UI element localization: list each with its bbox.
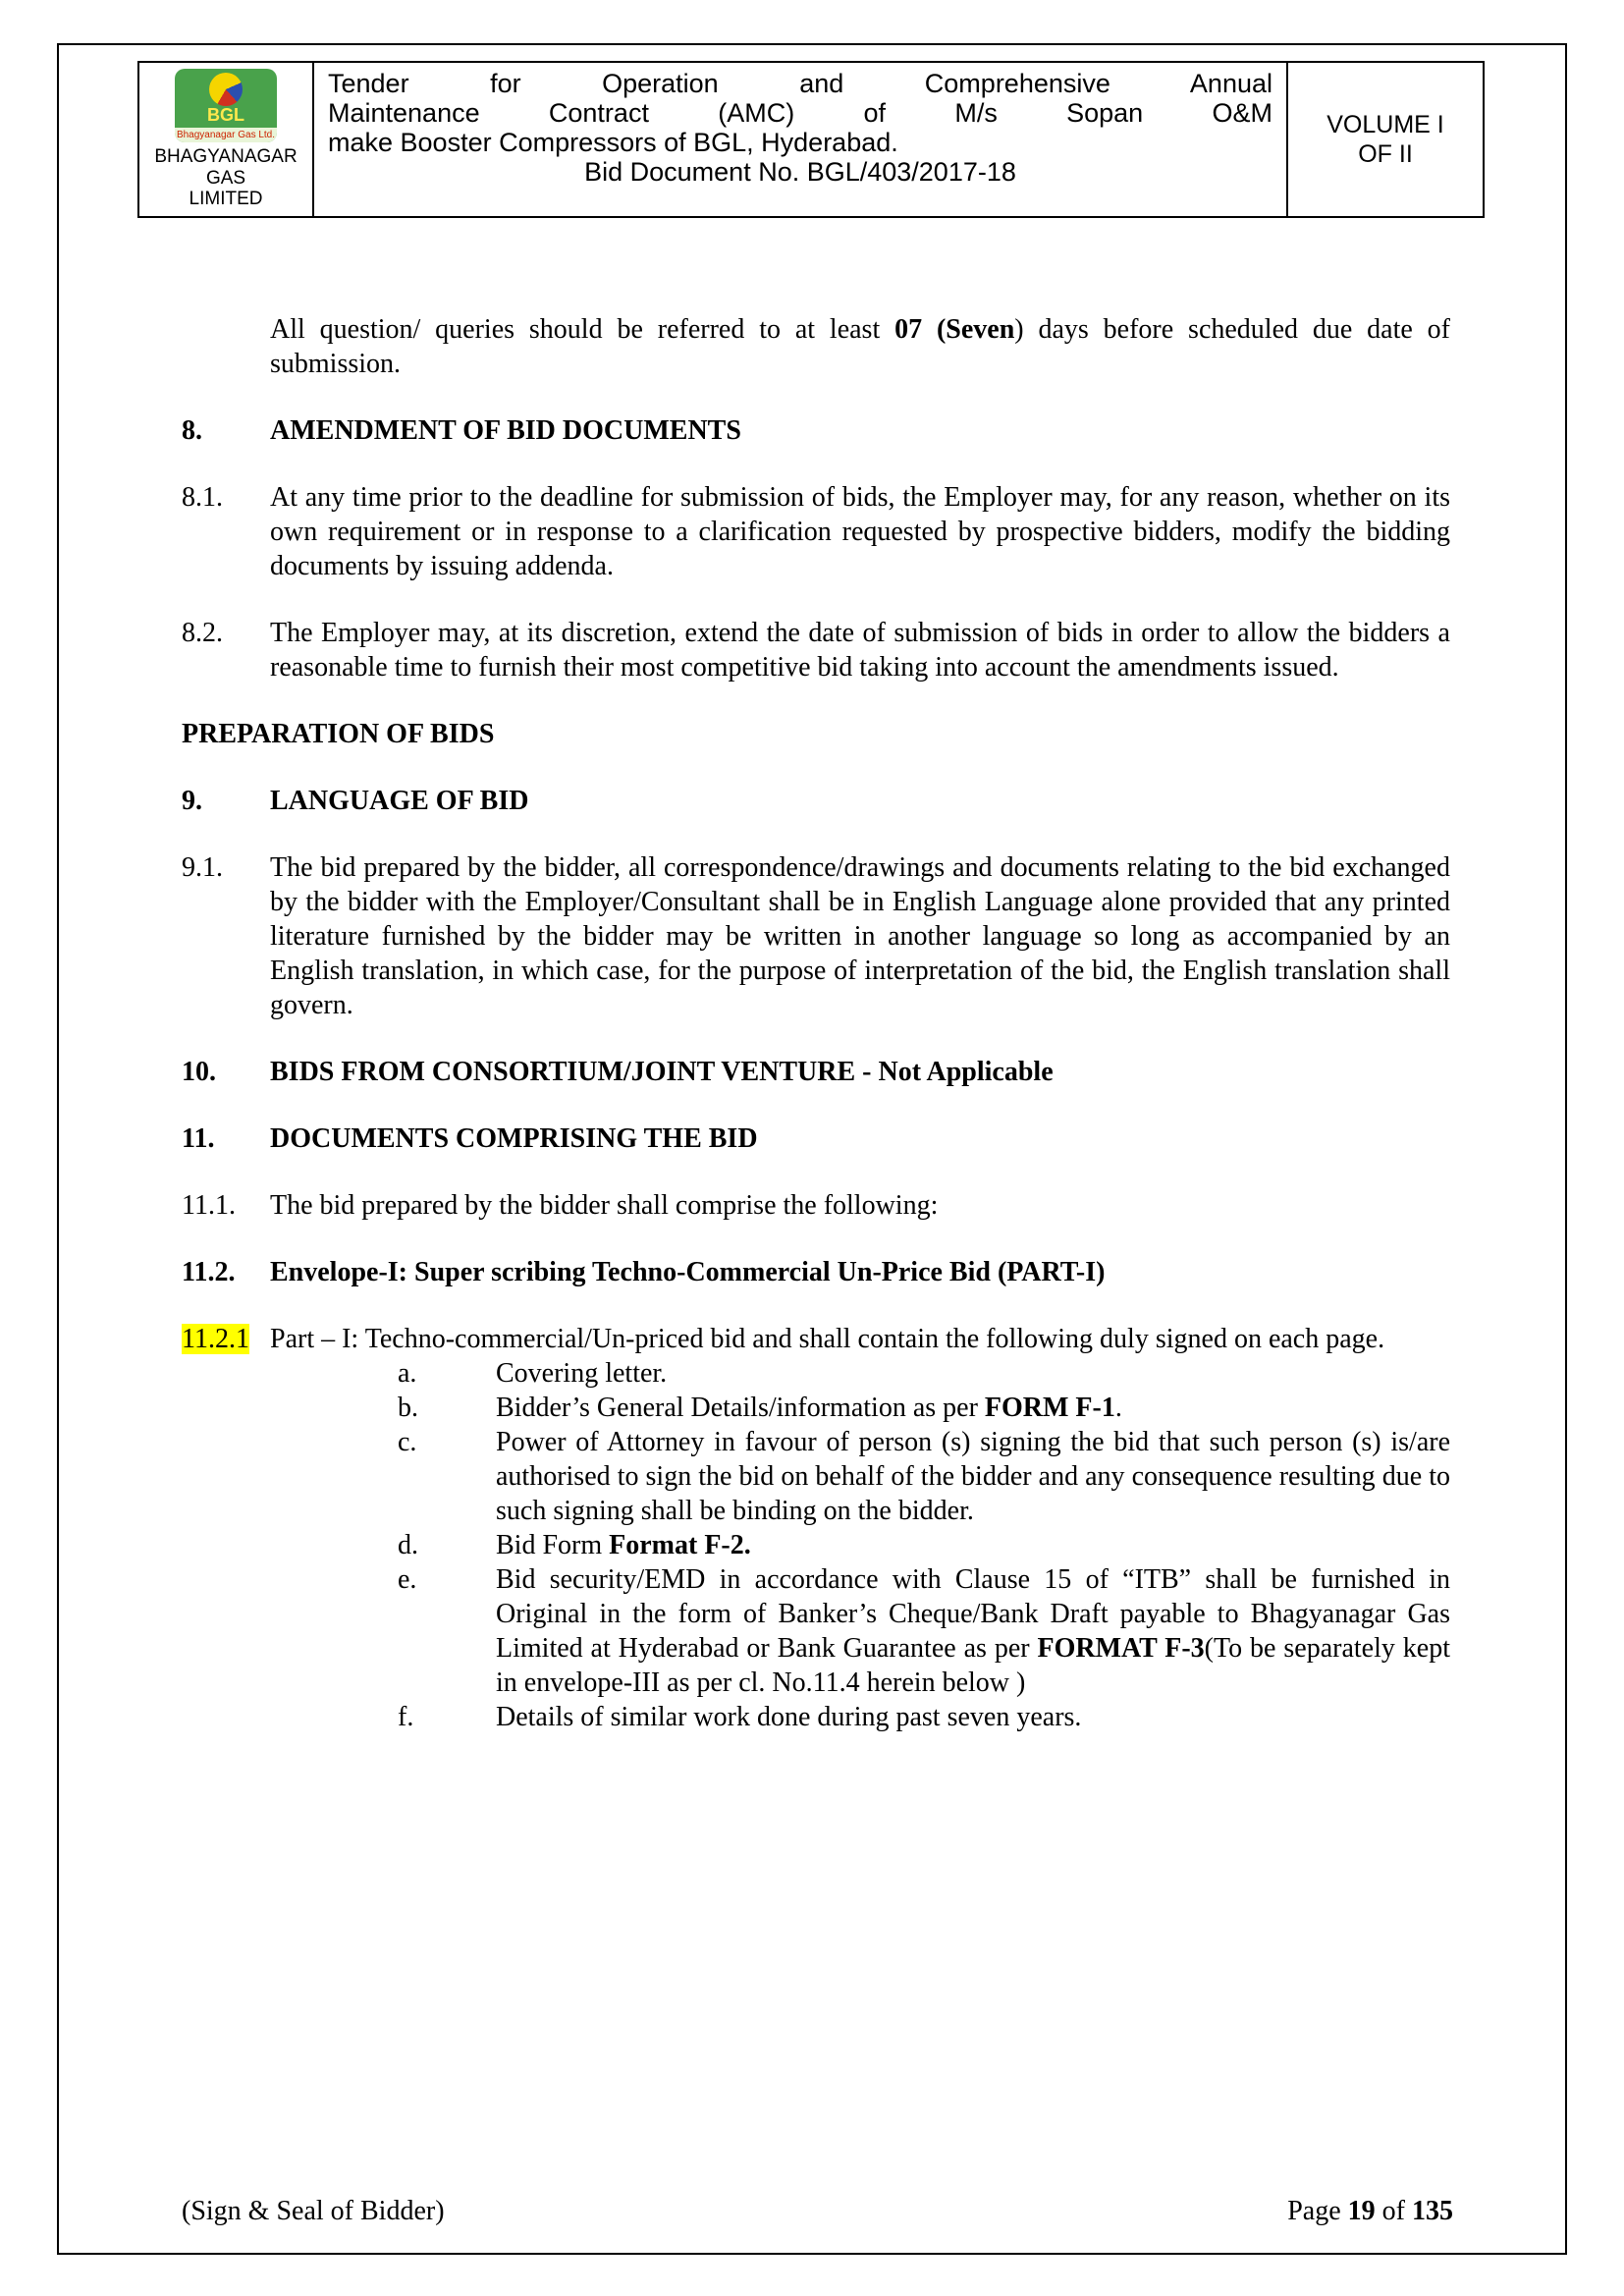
logo-cell <box>139 63 314 216</box>
company-name <box>143 146 308 211</box>
clause-11-2-heading <box>182 1255 1450 1289</box>
volume-line2: OF II <box>1358 140 1413 169</box>
clause-8-1 <box>182 480 1450 583</box>
list-item-text: Bid security/EMD in accordance with Clause 15 of “ITB” shall be furnished in Original in the form of Banker’s Cheque/Bank Draft payable to Bhagyanagar Gas Limited at Hyderabad or Bank Guarantee as per FORMAT F-3(To be separately kept in envelope-III as per cl. No.11.4 herein below ) <box>496 1564 1450 1698</box>
list-letter: b. <box>398 1393 418 1423</box>
section-number: 11. <box>182 1123 215 1154</box>
section-10-heading <box>182 1055 1450 1089</box>
list-letter: a. <box>398 1358 417 1389</box>
tender-title-line1: Tender for Operation and Comprehensive Annual <box>328 69 1272 98</box>
volume-cell <box>1288 63 1483 216</box>
preparation-of-bids-heading: PREPARATION OF BIDS <box>182 719 495 749</box>
list-item-b <box>270 1391 1450 1425</box>
bgl-logo-tagline: Bhagyanagar Gas Ltd. <box>176 129 276 140</box>
list-item-text: Bid Form Format F-2. <box>496 1530 751 1560</box>
bid-document-number: Bid Document No. BGL/403/2017-18 <box>584 157 1016 187</box>
list-letter: f. <box>398 1702 414 1732</box>
section-title: LANGUAGE OF BID <box>270 786 529 816</box>
section-number: 9. <box>182 786 202 816</box>
tender-title-line3: make Booster Compressors of BGL, Hyderabad. <box>328 128 898 157</box>
clause-9-1 <box>182 850 1450 1022</box>
section-9-heading <box>182 784 1450 818</box>
document-body <box>182 312 1450 1734</box>
list-item-text: Details of similar work done during past seven years. <box>496 1702 1082 1732</box>
section-11-heading <box>182 1121 1450 1156</box>
clause-text <box>270 1322 1450 1734</box>
section-8-heading <box>182 413 1450 448</box>
clause-11-2-1-paragraph: Part – I: Techno-commercial/Un-priced bid and shall contain the following duly signed on each page. <box>270 1324 1385 1354</box>
bid-documents-list <box>270 1356 1450 1734</box>
list-item-c <box>270 1425 1450 1528</box>
list-item-text: Covering letter. <box>496 1358 668 1389</box>
section-number: 10. <box>182 1057 216 1087</box>
list-item-text: Power of Attorney in favour of person (s) signing the bid that such person (s) is/are authorised to sign the bid on behalf of the bidder and any consequence resulting due to such signing shall be binding on the bidder. <box>496 1427 1450 1526</box>
section-number: 8. <box>182 415 202 446</box>
bgl-logo-monogram: BGL <box>207 105 244 125</box>
clause-text: The Employer may, at its discretion, extend the date of submission of bids in order to allow the bidders a reasonable time to furnish their most competitive bid taking into account the amendments issued. <box>270 618 1450 683</box>
clause-11-1 <box>182 1188 1450 1223</box>
clause-number: 8.1. <box>182 482 223 513</box>
tender-title-cell <box>314 63 1288 216</box>
clause-11-2-1 <box>182 1322 1450 1734</box>
list-item-d <box>270 1528 1450 1562</box>
list-letter: d. <box>398 1530 418 1560</box>
clause-number-highlighted <box>182 1322 270 1734</box>
clause-text: At any time prior to the deadline for submission of bids, the Employer may, for any reason, whether on its own requirement or in response to a clarification requested by prospective bidders, modify the bidding documents by issuing addenda. <box>270 482 1450 581</box>
company-name-line1: BHAGYANAGAR GAS <box>154 145 298 189</box>
highlight: 11.2.1 <box>182 1324 249 1354</box>
list-letter: c. <box>398 1427 417 1457</box>
clause-number: 8.2. <box>182 618 223 648</box>
clause-8-2 <box>182 616 1450 684</box>
clause-title: Envelope-I: Super scribing Techno-Commercial Un-Price Bid (PART-I) <box>270 1257 1106 1287</box>
bgl-emblem-icon <box>209 73 243 106</box>
page-number: Page 19 of 135 <box>1287 2196 1453 2226</box>
section-title: DOCUMENTS COMPRISING THE BID <box>270 1123 758 1154</box>
document-header <box>137 61 1485 218</box>
list-item-f <box>270 1700 1450 1734</box>
section-title: AMENDMENT OF BID DOCUMENTS <box>270 415 741 446</box>
clause-text: The bid prepared by the bidder, all correspondence/drawings and documents relating to the bid exchanged by the bidder with the Employer/Consultant shall be in English Language alone provided that any printed literature furnished by the bidder may be written in another language so long as accompanied by an English translation, in which case, for the purpose of interpretation of the bid, the English translation shall govern. <box>270 852 1450 1020</box>
list-item-text: Bidder’s General Details/information as per FORM F-1. <box>496 1393 1122 1423</box>
bgl-logo <box>175 69 277 142</box>
clause-number: 9.1. <box>182 852 223 883</box>
sign-seal-label: (Sign & Seal of Bidder) <box>182 2196 445 2226</box>
clause-number: 11.2. <box>182 1257 236 1287</box>
company-name-line2: LIMITED <box>189 189 263 210</box>
clause-text: The bid prepared by the bidder shall comprise the following: <box>270 1190 939 1221</box>
section-title: BIDS FROM CONSORTIUM/JOINT VENTURE - Not Applicable <box>270 1057 1054 1087</box>
list-letter: e. <box>398 1564 417 1595</box>
tender-title-line2: Maintenance Contract (AMC) of M/s Sopan O&M <box>328 98 1272 128</box>
volume-line1: VOLUME I <box>1326 111 1444 139</box>
clause-number: 11.1. <box>182 1190 236 1221</box>
list-item-e <box>270 1562 1450 1700</box>
list-item-a <box>270 1356 1450 1391</box>
page-footer <box>182 2196 1453 2227</box>
intro-paragraph: All question/ queries should be referred to at least 07 (Seven) days before scheduled due date of submission. <box>270 314 1451 379</box>
